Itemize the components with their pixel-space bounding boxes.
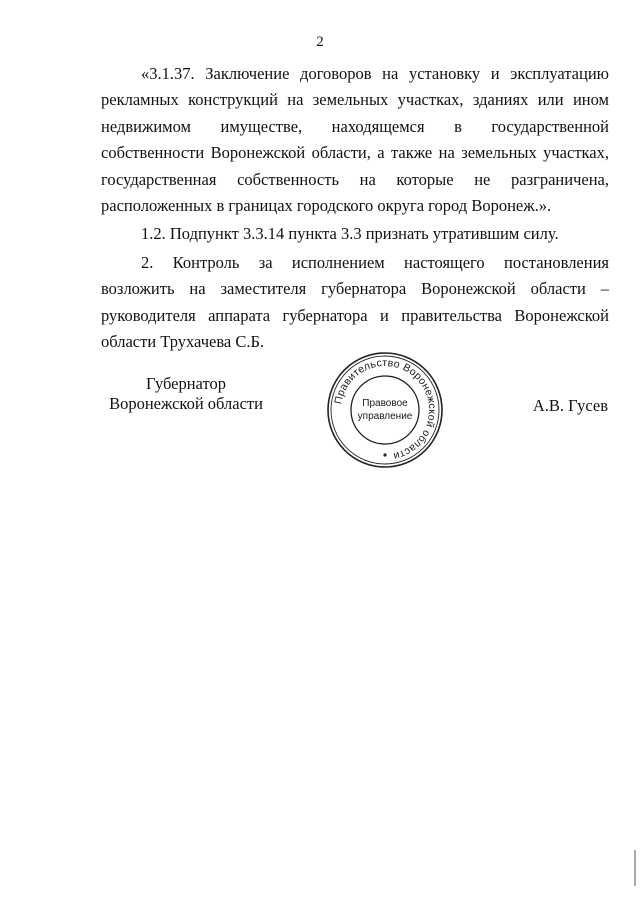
seal-inner-line1: Правовое (362, 398, 408, 409)
signatory-title-line1: Губернатор (146, 374, 226, 393)
document-body (101, 61, 609, 355)
scan-margin-mark (634, 850, 636, 886)
paragraph-2-control: 2. Контроль за исполнением настоящего постановления возложить на заместителя губернатора Воронежской области – руководителя аппарата губернатора и правительства Воронежской области Трухачева С.Б. (101, 252, 609, 352)
signatory-title (101, 374, 271, 414)
paragraph-1-2: 1.2. Подпункт 3.3.14 пункта 3.3 признать утратившим силу. (141, 224, 559, 244)
signature-block (0, 356, 640, 484)
paragraph-3-1-37: «3.1.37. Заключение договоров на установку и эксплуатацию рекламных конструкций на земельных участках, зданиях или ином недвижимом имуществе, находящемся в государственной собственности Воронежской области, а также на земельных участках, государственная собственность на которые не разграничена, расположенных в границах городского округа город Воронеж.». (101, 64, 609, 216)
svg-text:Правительство Воронежской обла (332, 357, 438, 462)
seal-outer-text: Правительство Воронежской области (332, 356, 439, 463)
page-number: 2 (316, 34, 324, 50)
seal-inner-line2: управление (357, 411, 413, 422)
signatory-title-line2: Воронежской области (109, 394, 263, 413)
signatory-name: А.В. Гусев (532, 396, 608, 415)
official-seal-stamp (325, 350, 445, 470)
